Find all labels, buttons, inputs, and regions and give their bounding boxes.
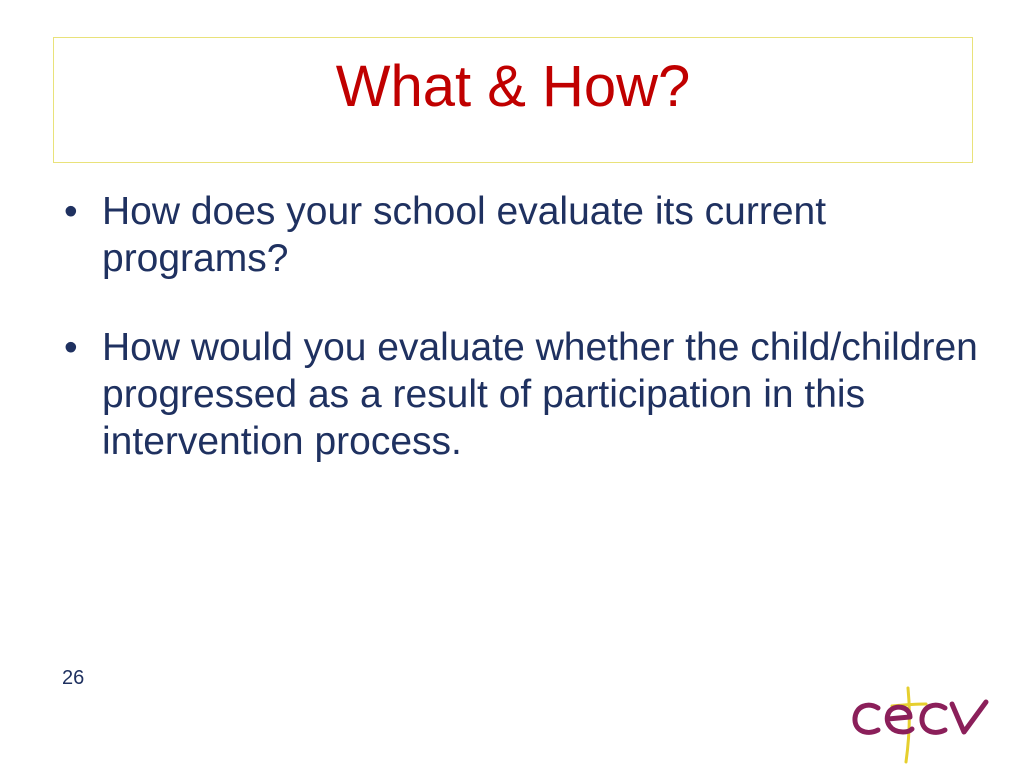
logo-letter-c1 xyxy=(855,705,878,732)
bullet-item xyxy=(60,188,980,282)
bullet-dot: • xyxy=(64,190,78,233)
bullet-text: How would you evaluate whether the child/children progressed as a result of participation in this intervention process. xyxy=(102,326,978,463)
logo-letter-c2 xyxy=(922,705,945,732)
bullet-list xyxy=(60,188,980,507)
bullet-dot: • xyxy=(64,326,78,369)
logo-cross xyxy=(906,688,909,762)
slide-title: What & How? xyxy=(335,54,691,119)
slide-number: 26 xyxy=(62,667,85,689)
bullet-item xyxy=(60,324,980,465)
bullet-text: How does your school evaluate its current programs? xyxy=(102,190,827,280)
logo-letter-v xyxy=(952,702,986,732)
title-placeholder xyxy=(53,37,973,163)
cecv-logo xyxy=(848,678,998,764)
